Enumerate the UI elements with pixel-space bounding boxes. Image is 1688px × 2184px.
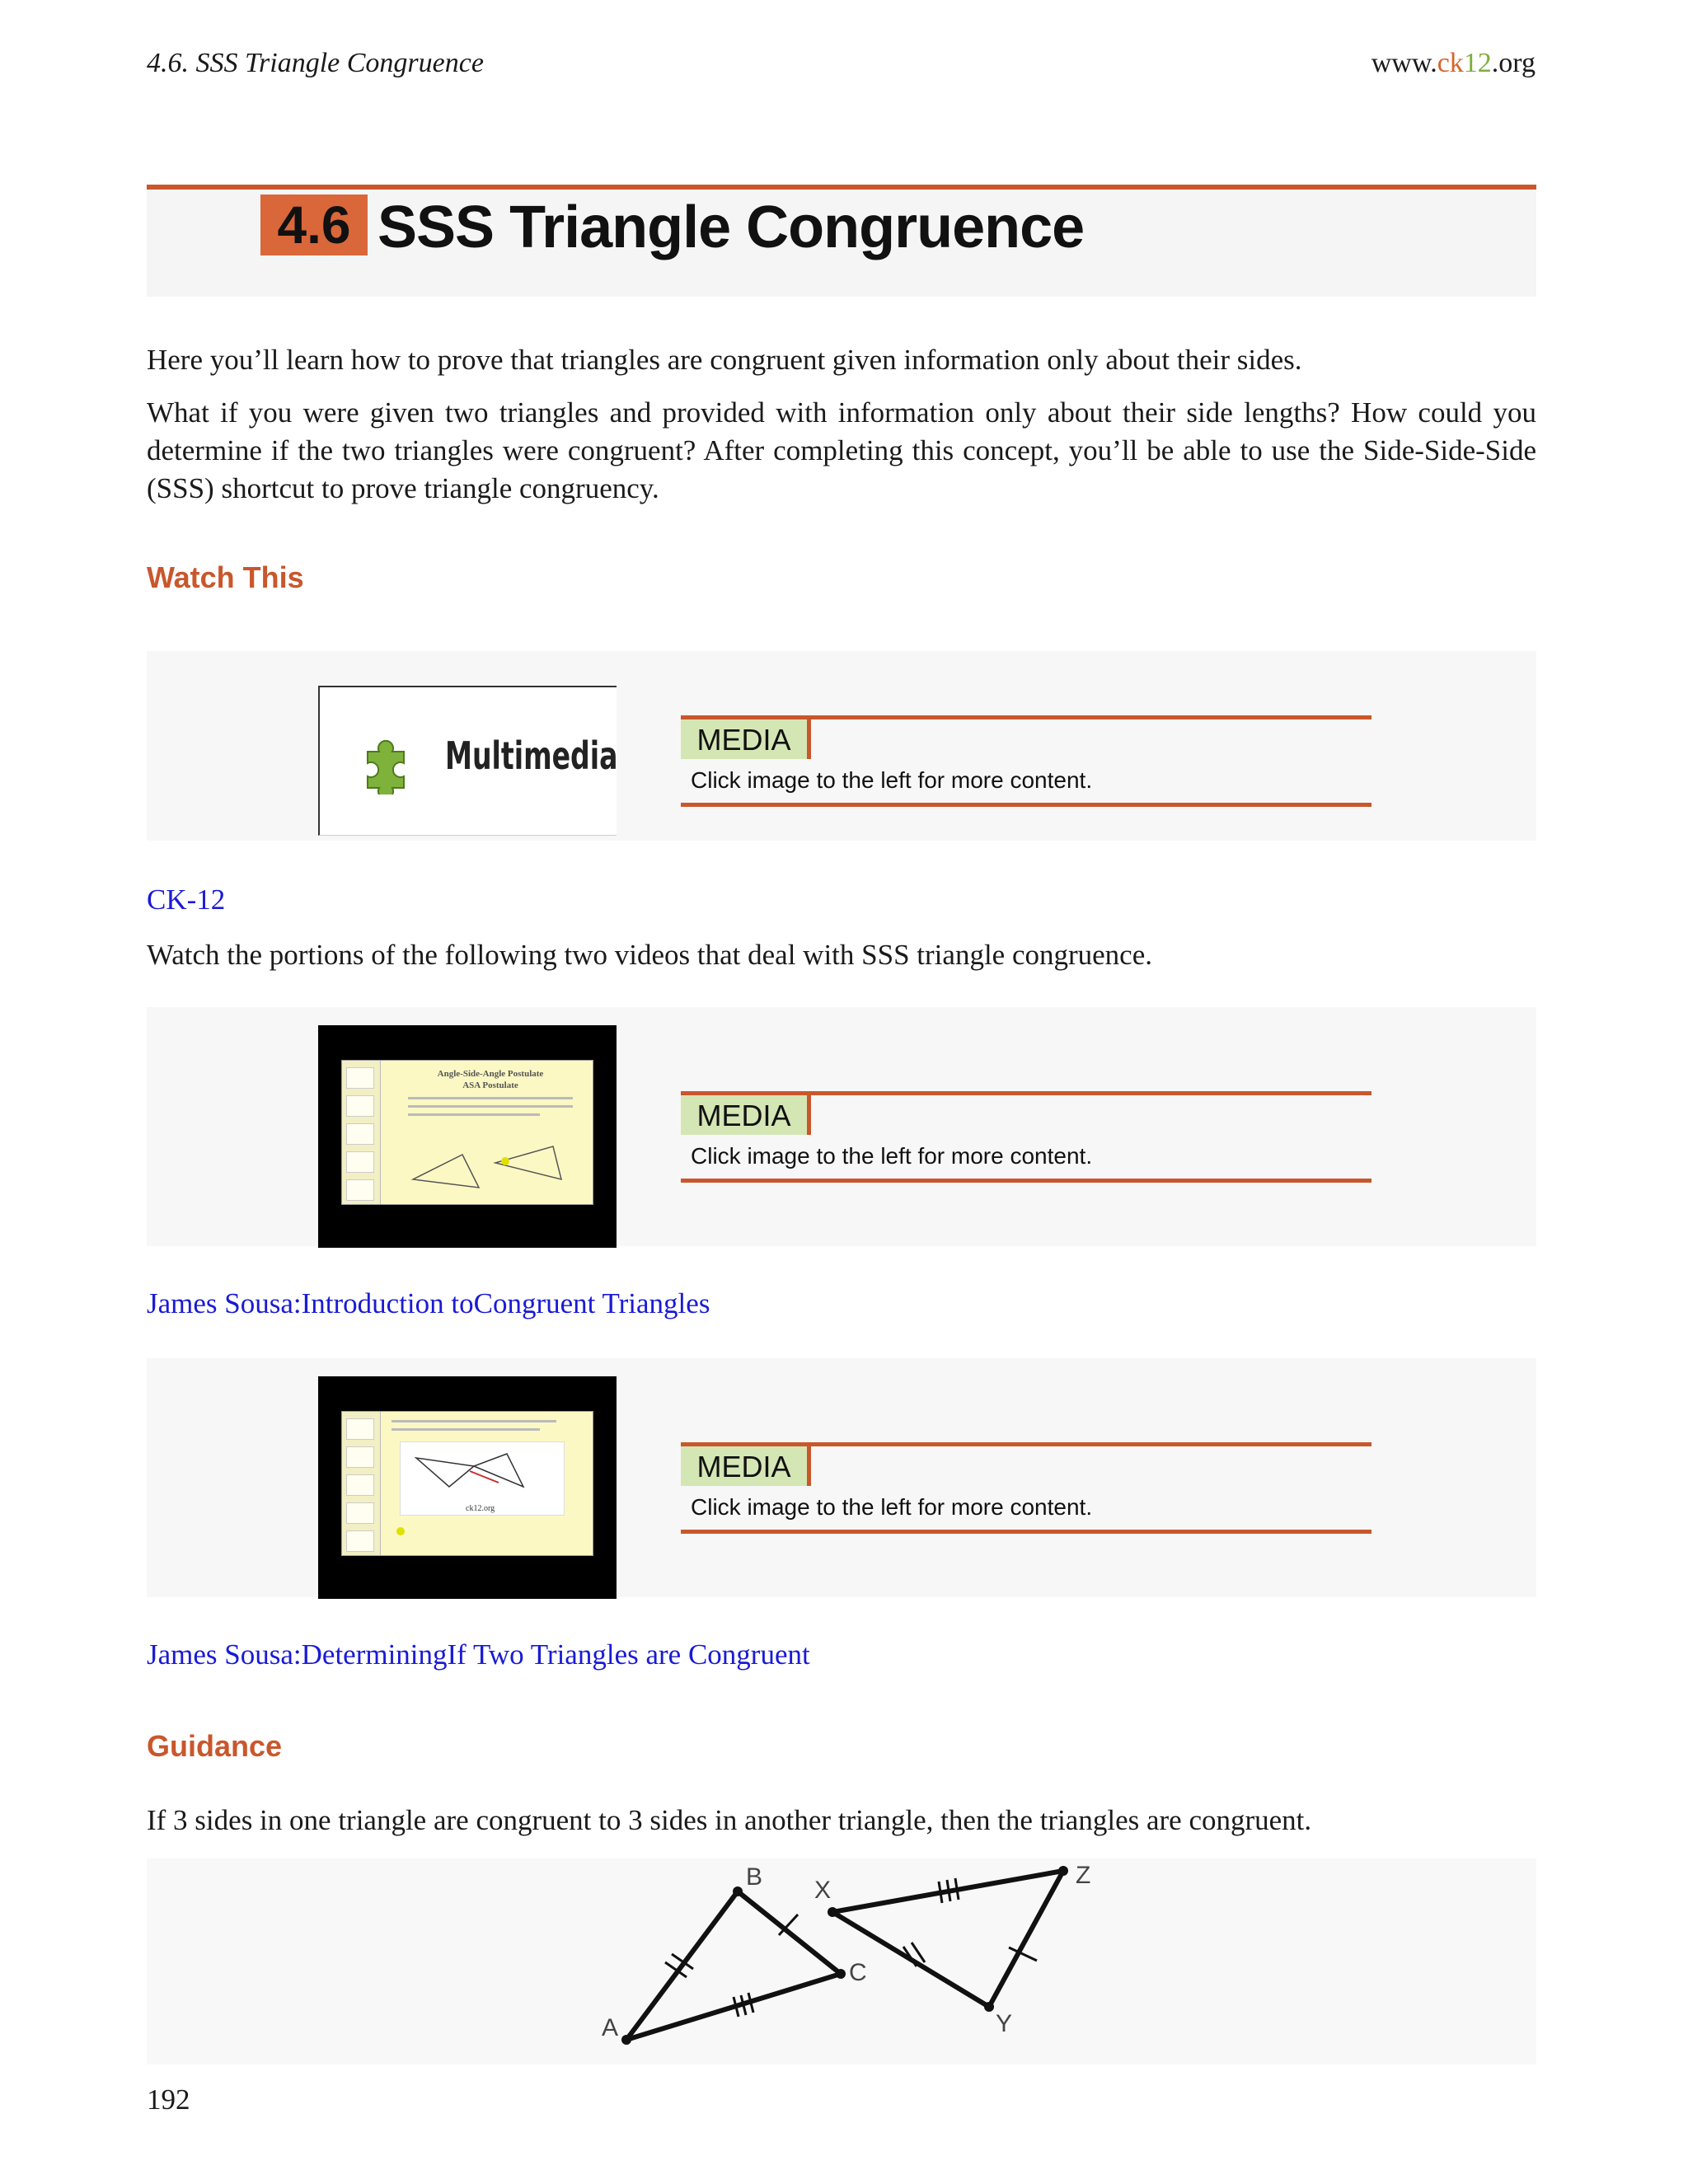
media-tag-1: MEDIA xyxy=(681,719,811,759)
guidance-paragraph: If 3 sides in one triangle are congruent to 3 sides in another triangle, then the triangles are congruent. xyxy=(147,1804,1312,1836)
intro-paragraph-2: What if you were given two triangles and provided with information only about their side lengths? How could you determine if the two triangles were congruent? After completing this concept, you’ll be able to use the Side-Side-Side (SSS) shortcut to prove triangle congruency. xyxy=(147,396,1536,504)
media-rule-bottom-3 xyxy=(681,1530,1372,1534)
page-number: 192 xyxy=(147,2083,190,2116)
link-ck12[interactable]: CK-12 xyxy=(147,883,226,916)
side-ac xyxy=(626,1974,841,2040)
media-tag-2: MEDIA xyxy=(681,1095,811,1135)
puzzle-icon xyxy=(359,729,425,794)
media-tag-3: MEDIA xyxy=(681,1446,811,1486)
watch-this-heading: Watch This xyxy=(147,560,304,594)
video-slide-subtitle: ASA Postulate xyxy=(462,1080,518,1090)
side-ab xyxy=(626,1891,738,2040)
site-ck: ck xyxy=(1437,48,1464,78)
vertex-label-b: B xyxy=(746,1863,763,1891)
video-screen-1 xyxy=(341,1060,593,1205)
link-introduction-to-congruent-triangles[interactable]: James Sousa:Introduction toCongruent Triangles xyxy=(147,1287,710,1319)
vertex-label-x: X xyxy=(814,1877,832,1904)
intro-paragraph-1: Here you’ll learn how to prove that triangles are congruent given information only about their sides. xyxy=(147,344,1302,376)
vertex-label-z: Z xyxy=(1076,1862,1091,1889)
video-thumbnail-2[interactable] xyxy=(318,1376,617,1599)
guidance-heading: Guidance xyxy=(147,1729,283,1763)
multimedia-thumbnail[interactable] xyxy=(318,686,617,836)
site-prefix: www. xyxy=(1371,48,1437,78)
media-rule-bottom-1 xyxy=(681,803,1372,807)
media-rule-bottom-2 xyxy=(681,1179,1372,1183)
chapter-number: 4.6 xyxy=(260,194,368,255)
video-screen-2 xyxy=(341,1411,593,1556)
running-header-section: 4.6. SSS Triangle Congruence xyxy=(147,48,484,78)
site-12: 12 xyxy=(1463,48,1492,78)
side-yz xyxy=(989,1871,1063,2007)
vertex-label-c: C xyxy=(849,1959,867,1986)
site-suffix: .org xyxy=(1491,48,1536,78)
video-triangles-1 xyxy=(380,1130,594,1204)
vertex-label-a: A xyxy=(602,2014,619,2041)
running-header-site[interactable] xyxy=(1372,48,1536,79)
video-thumbnail-1[interactable] xyxy=(318,1025,617,1248)
video-slide-site: ck12.org xyxy=(466,1504,495,1513)
multimedia-label: Multimedia xyxy=(445,733,618,778)
video-slide-panel-2 xyxy=(342,1412,381,1555)
media-caption-2: Click image to the left for more content. xyxy=(691,1143,1093,1169)
side-bc xyxy=(738,1891,841,1974)
chapter-title: SSS Triangle Congruence xyxy=(377,194,1085,260)
video-slide-panel-1 xyxy=(342,1061,381,1204)
video-slide-title: Angle-Side-Angle Postulate xyxy=(437,1069,544,1079)
congruent-triangles-diagram xyxy=(577,1858,1104,2064)
videos-intro: Watch the portions of the following two videos that deal with SSS triangle congruence. xyxy=(147,939,1152,971)
link-determining-if-two-triangles-are-congruent[interactable]: James Sousa:DeterminingIf Two Triangles are Congruent xyxy=(147,1638,810,1671)
media-caption-1: Click image to the left for more content. xyxy=(691,767,1093,793)
vertex-label-y: Y xyxy=(996,2010,1013,2037)
media-caption-3: Click image to the left for more content. xyxy=(691,1494,1093,1520)
